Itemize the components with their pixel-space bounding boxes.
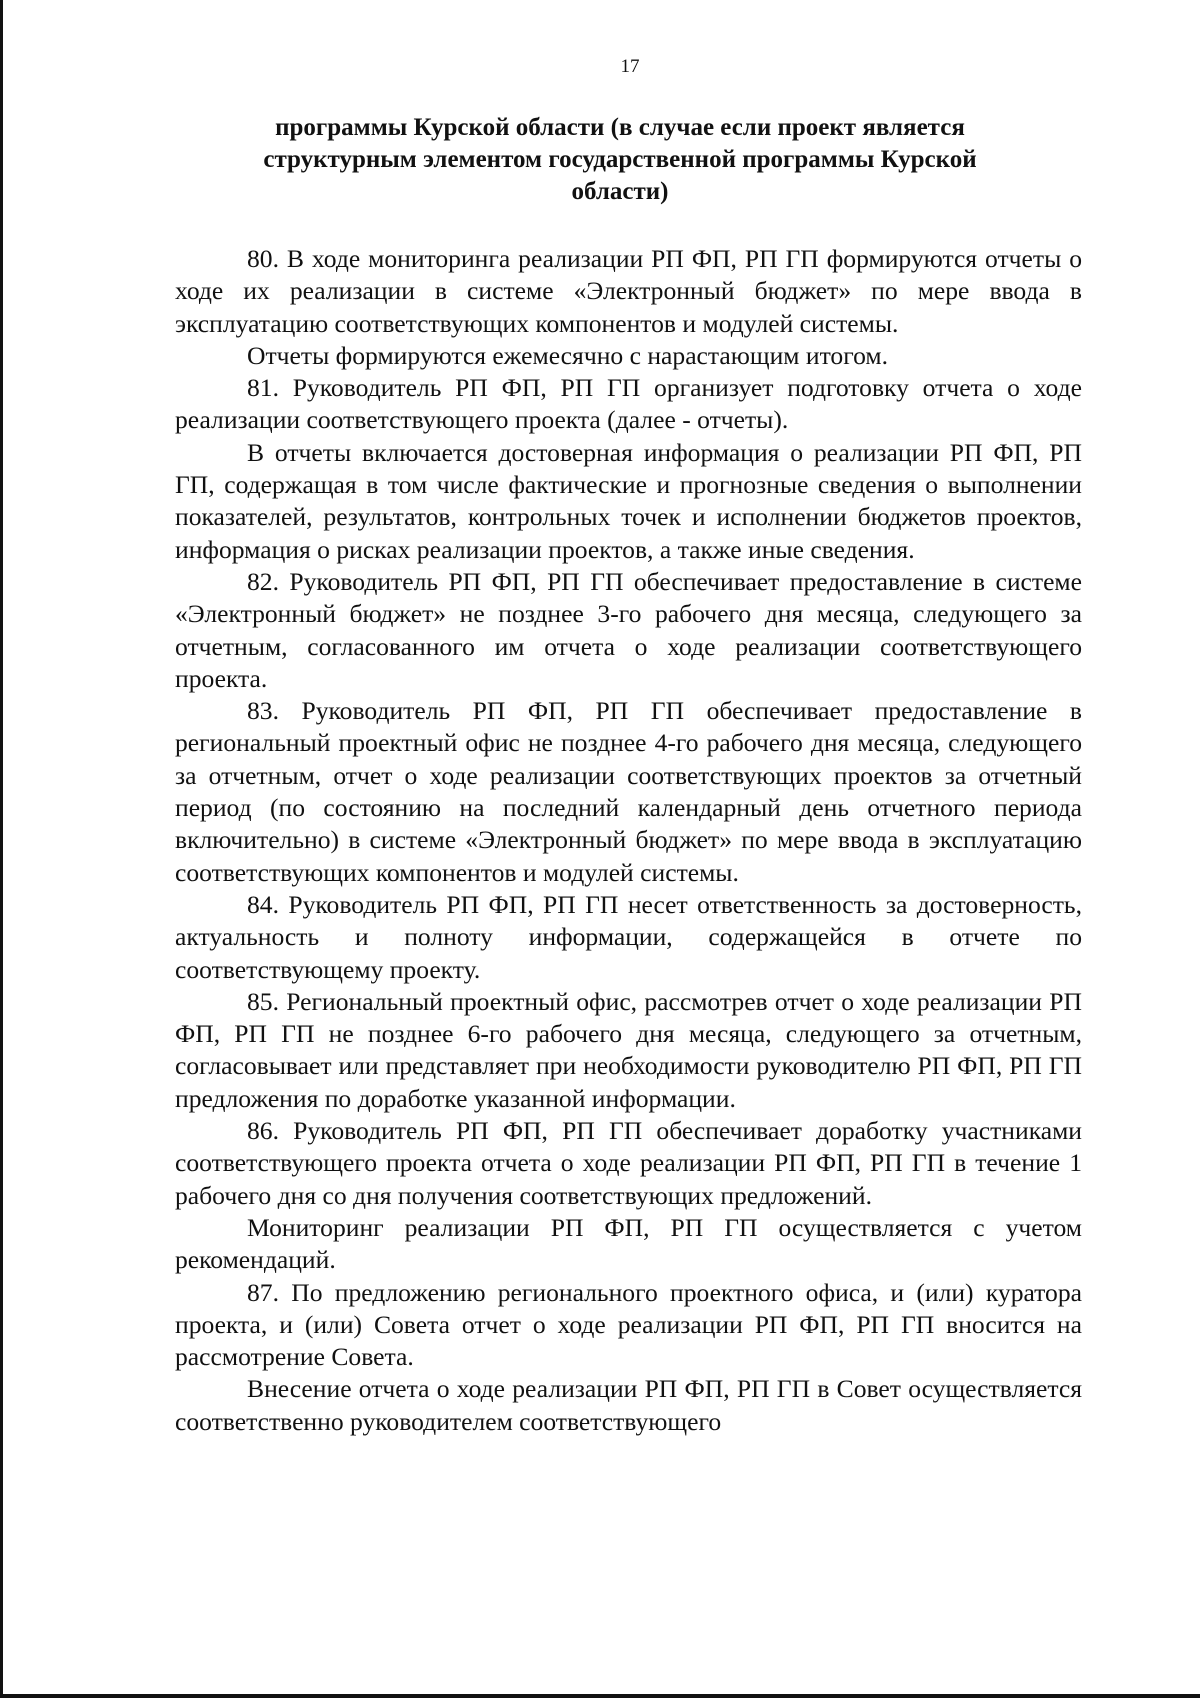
paragraph-86: 86. Руководитель РП ФП, РП ГП обеспечивает доработку участниками соответствующего проекта отчета о ходе реализации РП ФП, РП ГП в течение 1 рабочего дня со дня получения соответствующих предложений. bbox=[175, 1116, 1082, 1210]
scan-edge-left bbox=[0, 0, 3, 1698]
paragraph-83: 83. Руководитель РП ФП, РП ГП обеспечивает предоставление в региональный проектный офис не позднее 4-го рабочего дня месяца, следующего за отчетным, отчет о ходе реализации соответствующих проектов за отчетный период (по состоянию на последний календарный день отчетного периода включительно) в системе «Электронный бюджет» по мере ввода в эксплуатацию соответствующих компонентов и модулей системы. bbox=[175, 696, 1082, 887]
paragraph-80: 80. В ходе мониторинга реализации РП ФП, РП ГП формируются отчеты о ходе их реализации в системе «Электронный бюджет» по мере ввода в эксплуатацию соответствующих компонентов и модулей системы. bbox=[175, 244, 1082, 338]
paragraph-monitoring: Мониторинг реализации РП ФП, РП ГП осуществляется с учетом рекомендаций. bbox=[175, 1212, 1082, 1275]
paragraph-82: 82. Руководитель РП ФП, РП ГП обеспечивает предоставление в системе «Электронный бюджет» не позднее 3-го рабочего дня месяца, следующего за отчетным, согласованного им отчета о ходе реализации соответствующего проекта. bbox=[175, 566, 1082, 693]
paragraph-81: 81. Руководитель РП ФП, РП ГП организует подготовку отчета о ходе реализации соответствующего проекта (далее - отчеты). bbox=[175, 373, 1082, 435]
section-heading: программы Курской области (в случае если проект является структурным элементом государственной программы Курской области) bbox=[263, 114, 977, 205]
document-body bbox=[175, 243, 1082, 1438]
paragraph-monthly-reports: Отчеты формируются ежемесячно с нарастающим итогом. bbox=[247, 340, 888, 370]
paragraph-85: 85. Региональный проектный офис, рассмотрев отчет о ходе реализации РП ФП, РП ГП не позднее 6-го рабочего дня месяца, следующего за отчетным, согласовывает или представляет при необходимости руководителю РП ФП, РП ГП предложения по доработке указанной информации. bbox=[175, 986, 1082, 1113]
scan-edge-bottom bbox=[0, 1694, 1200, 1698]
paragraph-report-submission: Внесение отчета о ходе реализации РП ФП, РП ГП в Совет осуществляется соответственно руководителем соответствующего bbox=[175, 1374, 1082, 1436]
paragraph-report-contents: В отчеты включается достоверная информация о реализации РП ФП, РП ГП, содержащая в том числе фактические и прогнозные сведения о выполнении показателей, результатов, контрольных точек и исполнении бюджетов проектов, информация о рисках реализации проектов, а также иные сведения. bbox=[175, 437, 1082, 564]
paragraph-84: 84. Руководитель РП ФП, РП ГП несет ответственность за достоверность, актуальность и полноту информации, содержащейся в отчете по соответствующему проекту. bbox=[175, 889, 1082, 984]
page-number: 17 bbox=[620, 56, 640, 77]
paragraph-87: 87. По предложению регионального проектного офиса, и (или) куратора проекта, и (или) Совета отчет о ходе реализации РП ФП, РП ГП вносится на рассмотрение Совета. bbox=[175, 1277, 1082, 1372]
